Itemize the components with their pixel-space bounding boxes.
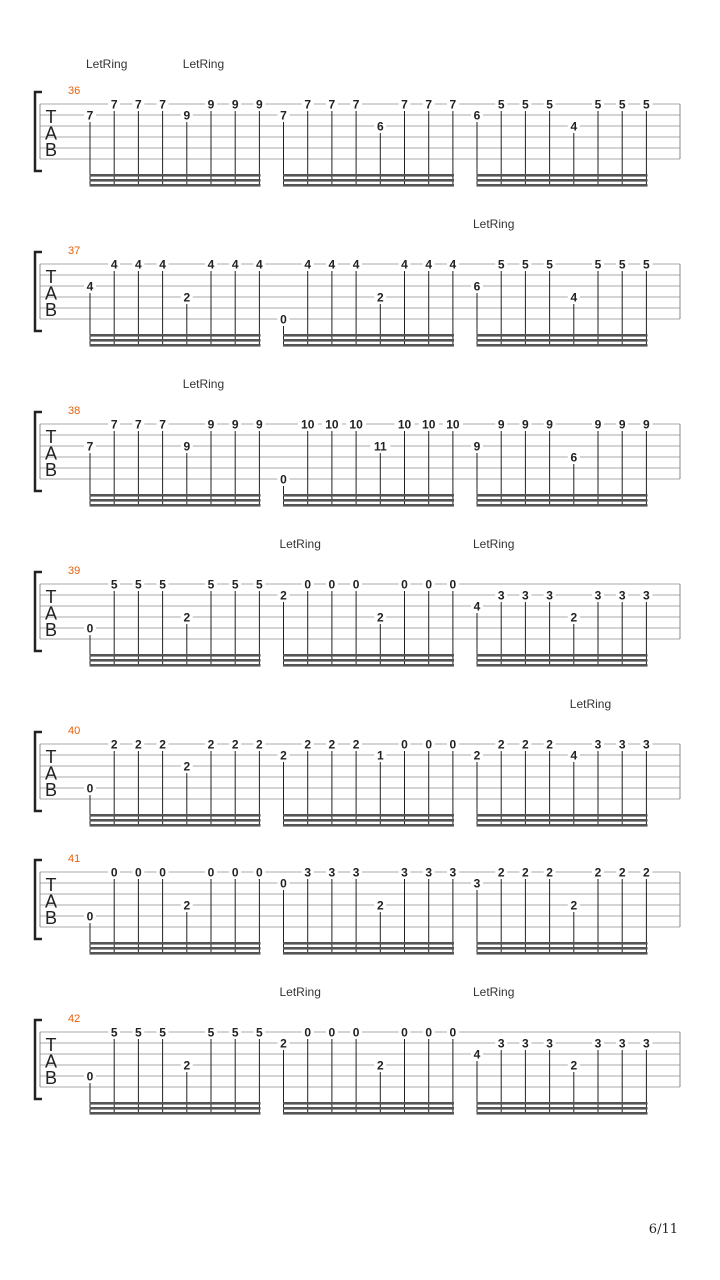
fret-number: 4 — [401, 257, 408, 272]
fret-number: 3 — [304, 865, 312, 880]
fret-number: 2 — [304, 737, 312, 752]
fret-number: 4 — [231, 257, 239, 272]
beam — [283, 494, 454, 497]
fret-number: 3 — [497, 1036, 505, 1051]
fret-number: 9 — [497, 417, 505, 432]
fret-number: 4 — [425, 257, 433, 272]
beam — [90, 654, 261, 657]
beam — [283, 664, 454, 667]
fret-number: 4 — [110, 257, 118, 272]
tab-clef-letter: T — [45, 1035, 57, 1055]
fret-number: 0 — [352, 1025, 360, 1040]
fret-number: 9 — [473, 439, 481, 454]
fret-number: 2 — [352, 737, 360, 752]
fret-number: 5 — [110, 1025, 118, 1040]
beam — [477, 174, 648, 177]
fret-number: 9 — [231, 97, 239, 112]
beam — [90, 659, 261, 662]
fret-number: 4 — [570, 119, 578, 134]
fret-number: 10 — [397, 417, 412, 432]
fret-number: 2 — [643, 865, 650, 880]
beam — [283, 344, 454, 347]
fret-number: 5 — [159, 577, 166, 592]
fret-number: 3 — [594, 737, 602, 752]
fret-number: 4 — [86, 279, 94, 294]
fret-number: 7 — [135, 97, 142, 112]
fret-number: 7 — [304, 97, 312, 112]
fret-number: 2 — [570, 898, 578, 913]
fret-number: 3 — [618, 737, 626, 752]
fret-number: 0 — [231, 865, 239, 880]
fret-number: 7 — [86, 108, 94, 123]
beam — [477, 1112, 648, 1115]
tab-clef-letter: A — [44, 1051, 58, 1072]
fret-number: 9 — [207, 417, 215, 432]
fret-number: 2 — [207, 737, 215, 752]
tab-clef-letter: A — [44, 603, 58, 624]
fret-number: 10 — [349, 417, 363, 432]
fret-number: 2 — [618, 865, 626, 880]
fret-number: 0 — [304, 577, 312, 592]
fret-number: 3 — [618, 1036, 626, 1051]
beam — [283, 334, 454, 337]
fret-number: 2 — [110, 737, 118, 752]
fret-number: 5 — [231, 1025, 239, 1040]
fret-number: 4 — [570, 748, 578, 763]
fret-number: 3 — [643, 1036, 650, 1051]
fret-number: 0 — [110, 865, 118, 880]
fret-number: 0 — [86, 781, 94, 796]
fret-number: 0 — [425, 1025, 433, 1040]
beam — [283, 504, 454, 507]
fret-number: 3 — [546, 588, 553, 603]
tab-clef-letter: A — [44, 891, 58, 912]
fret-number: 1 — [376, 748, 384, 763]
beam — [283, 654, 454, 657]
beam — [477, 1107, 648, 1110]
beam — [477, 824, 648, 827]
tab-clef-letter: B — [44, 300, 58, 320]
fret-number: 0 — [86, 1069, 94, 1084]
fret-number: 7 — [110, 417, 118, 432]
fret-number: 2 — [280, 588, 287, 603]
fret-number: 3 — [473, 876, 481, 891]
beam — [477, 952, 648, 955]
fret-number: 5 — [643, 257, 650, 272]
fret-number: 4 — [328, 257, 336, 272]
fret-number: 2 — [280, 1036, 287, 1051]
beam — [90, 179, 261, 182]
let-ring-label: LetRing — [473, 985, 515, 999]
tab-clef-letter: B — [44, 140, 58, 160]
fret-number: 0 — [280, 312, 287, 327]
fret-number: 2 — [376, 290, 384, 305]
fret-number: 0 — [280, 876, 287, 891]
fret-number: 9 — [256, 97, 263, 112]
fret-number: 10 — [301, 417, 315, 432]
fret-number: 3 — [522, 588, 529, 603]
fret-number: 3 — [449, 865, 457, 880]
fret-number: 2 — [376, 610, 384, 625]
beam — [283, 174, 454, 177]
let-ring-label: LetRing — [279, 985, 321, 999]
fret-number: 2 — [497, 737, 505, 752]
tab-clef-letter: A — [44, 763, 58, 784]
let-ring-label: LetRing — [86, 57, 128, 71]
fret-number: 5 — [643, 97, 650, 112]
fret-number: 2 — [159, 737, 166, 752]
beam — [90, 184, 261, 187]
fret-number: 3 — [522, 1036, 529, 1051]
fret-number: 9 — [183, 439, 191, 454]
beam — [283, 952, 454, 955]
fret-number: 2 — [546, 737, 553, 752]
fret-number: 4 — [352, 257, 360, 272]
beam — [283, 659, 454, 662]
fret-number: 3 — [328, 865, 336, 880]
tab-clef-letter: T — [45, 747, 57, 767]
let-ring-label: LetRing — [182, 57, 225, 71]
fret-number: 7 — [328, 97, 336, 112]
fret-number: 3 — [497, 588, 505, 603]
fret-number: 2 — [135, 737, 142, 752]
beam — [477, 184, 648, 187]
beam — [477, 504, 648, 507]
fret-number: 7 — [449, 97, 457, 112]
beam — [90, 814, 261, 817]
beam — [90, 819, 261, 822]
beam — [477, 344, 648, 347]
beam — [477, 654, 648, 657]
fret-number: 5 — [618, 97, 626, 112]
fret-number: 0 — [401, 577, 408, 592]
beam — [477, 334, 648, 337]
fret-number: 2 — [183, 898, 191, 913]
fret-number: 5 — [256, 577, 263, 592]
fret-number: 0 — [449, 577, 457, 592]
fret-number: 5 — [594, 257, 602, 272]
fret-number: 4 — [304, 257, 312, 272]
fret-number: 5 — [231, 577, 239, 592]
fret-number: 5 — [497, 97, 505, 112]
beam — [283, 1112, 454, 1115]
beam — [477, 819, 648, 822]
beam — [477, 947, 648, 950]
fret-number: 0 — [425, 577, 433, 592]
fret-number: 11 — [373, 439, 387, 454]
fret-number: 2 — [473, 748, 481, 763]
fret-number: 4 — [256, 257, 263, 272]
beam — [477, 1102, 648, 1105]
fret-number: 5 — [135, 577, 142, 592]
fret-number: 9 — [546, 417, 553, 432]
let-ring-label: LetRing — [473, 537, 515, 551]
fret-number: 0 — [280, 472, 287, 487]
tab-clef-letter: B — [44, 460, 58, 480]
beam — [90, 1107, 261, 1110]
beam — [90, 494, 261, 497]
beam — [283, 819, 454, 822]
fret-number: 7 — [110, 97, 118, 112]
let-ring-label: LetRing — [182, 377, 225, 391]
fret-number: 5 — [207, 1025, 215, 1040]
fret-number: 4 — [207, 257, 215, 272]
fret-number: 3 — [401, 865, 408, 880]
fret-number: 0 — [425, 737, 433, 752]
fret-number: 9 — [522, 417, 529, 432]
fret-number: 2 — [570, 610, 578, 625]
tab-clef-letter: B — [44, 780, 58, 800]
fret-number: 4 — [570, 290, 578, 305]
fret-number: 2 — [280, 748, 287, 763]
beam — [283, 942, 454, 945]
measure-number: 38 — [68, 405, 81, 417]
fret-number: 0 — [401, 737, 408, 752]
fret-number: 0 — [449, 737, 457, 752]
fret-number: 10 — [446, 417, 460, 432]
beam — [283, 947, 454, 950]
beam — [283, 1107, 454, 1110]
fret-number: 3 — [546, 1036, 553, 1051]
measure-number: 36 — [68, 85, 81, 97]
fret-number: 0 — [401, 1025, 408, 1040]
measure-number: 42 — [68, 1013, 81, 1025]
beam — [477, 942, 648, 945]
tab-clef-letter: T — [45, 587, 57, 607]
let-ring-label: LetRing — [569, 697, 612, 711]
let-ring-label: LetRing — [279, 537, 321, 551]
beam — [477, 814, 648, 817]
fret-number: 9 — [594, 417, 602, 432]
tab-clef-letter: B — [44, 908, 58, 928]
beam — [90, 952, 261, 955]
fret-number: 7 — [280, 108, 287, 123]
tab-clef-letter: A — [44, 283, 58, 304]
fret-number: 7 — [159, 97, 166, 112]
fret-number: 0 — [86, 909, 94, 924]
fret-number: 5 — [594, 97, 602, 112]
fret-number: 2 — [522, 865, 529, 880]
fret-number: 2 — [497, 865, 505, 880]
beam — [283, 179, 454, 182]
beam — [90, 824, 261, 827]
fret-number: 7 — [352, 97, 360, 112]
fret-number: 6 — [376, 119, 384, 134]
beam — [477, 499, 648, 502]
beam — [90, 174, 261, 177]
beam — [90, 339, 261, 342]
fret-number: 2 — [546, 865, 553, 880]
fret-number: 4 — [473, 599, 481, 614]
fret-number: 7 — [135, 417, 142, 432]
beam — [90, 942, 261, 945]
beam — [477, 179, 648, 182]
fret-number: 5 — [497, 257, 505, 272]
fret-number: 9 — [643, 417, 650, 432]
tab-clef-letter: T — [45, 107, 57, 127]
beam — [90, 499, 261, 502]
fret-number: 0 — [328, 1025, 336, 1040]
fret-number: 0 — [86, 621, 94, 636]
fret-number: 2 — [594, 865, 602, 880]
fret-number: 2 — [183, 610, 191, 625]
fret-number: 9 — [256, 417, 263, 432]
fret-number: 0 — [328, 577, 336, 592]
beam — [477, 339, 648, 342]
fret-number: 3 — [425, 865, 433, 880]
fret-number: 7 — [86, 439, 94, 454]
fret-number: 7 — [401, 97, 408, 112]
fret-number: 2 — [183, 290, 191, 305]
fret-number: 5 — [207, 577, 215, 592]
fret-number: 6 — [473, 279, 481, 294]
fret-number: 2 — [256, 737, 263, 752]
fret-number: 2 — [183, 1058, 191, 1073]
measure-number: 37 — [68, 245, 81, 257]
fret-number: 4 — [135, 257, 142, 272]
measure-number: 40 — [68, 725, 81, 737]
beam — [90, 1102, 261, 1105]
fret-number: 0 — [207, 865, 215, 880]
fret-number: 5 — [522, 257, 529, 272]
fret-number: 0 — [449, 1025, 457, 1040]
fret-number: 0 — [256, 865, 263, 880]
tab-clef-letter: B — [44, 620, 58, 640]
fret-number: 5 — [618, 257, 626, 272]
fret-number: 7 — [425, 97, 433, 112]
beam — [90, 334, 261, 337]
fret-number: 6 — [473, 108, 481, 123]
fret-number: 5 — [135, 1025, 142, 1040]
fret-number: 2 — [376, 898, 384, 913]
measure-number: 41 — [68, 853, 81, 865]
fret-number: 7 — [159, 417, 166, 432]
fret-number: 10 — [422, 417, 436, 432]
fret-number: 5 — [522, 97, 529, 112]
fret-number: 9 — [231, 417, 239, 432]
fret-number: 5 — [546, 97, 553, 112]
fret-number: 3 — [643, 737, 650, 752]
beam — [283, 824, 454, 827]
fret-number: 4 — [449, 257, 457, 272]
fret-number: 2 — [231, 737, 239, 752]
beam — [283, 184, 454, 187]
fret-number: 3 — [352, 865, 360, 880]
beam — [90, 344, 261, 347]
fret-number: 4 — [159, 257, 166, 272]
fret-number: 5 — [159, 1025, 166, 1040]
fret-number: 3 — [594, 1036, 602, 1051]
fret-number: 2 — [328, 737, 336, 752]
let-ring-label: LetRing — [473, 217, 515, 231]
beam — [90, 664, 261, 667]
tab-clef-letter: T — [45, 267, 57, 287]
beam — [477, 494, 648, 497]
fret-number: 3 — [643, 588, 650, 603]
beam — [477, 664, 648, 667]
beam — [90, 504, 261, 507]
beam — [283, 814, 454, 817]
fret-number: 2 — [376, 1058, 384, 1073]
tab-clef-letter: A — [44, 123, 58, 144]
tab-clef-letter: T — [45, 875, 57, 895]
fret-number: 9 — [207, 97, 215, 112]
fret-number: 0 — [304, 1025, 312, 1040]
fret-number: 5 — [110, 577, 118, 592]
beam — [283, 1102, 454, 1105]
measure-number: 39 — [68, 565, 81, 577]
beam — [90, 1112, 261, 1115]
fret-number: 5 — [256, 1025, 263, 1040]
fret-number: 2 — [522, 737, 529, 752]
tab-clef-letter: B — [44, 1068, 58, 1088]
page-number: 6/11 — [648, 1222, 678, 1237]
beam — [90, 947, 261, 950]
fret-number: 2 — [183, 759, 191, 774]
tab-clef-letter: A — [44, 443, 58, 464]
fret-number: 0 — [135, 865, 142, 880]
fret-number: 3 — [594, 588, 602, 603]
beam — [477, 659, 648, 662]
fret-number: 9 — [618, 417, 626, 432]
fret-number: 3 — [618, 588, 626, 603]
fret-number: 4 — [473, 1047, 481, 1062]
beam — [283, 339, 454, 342]
tab-clef-letter: T — [45, 427, 57, 447]
fret-number: 10 — [325, 417, 339, 432]
fret-number: 6 — [570, 450, 578, 465]
fret-number: 2 — [570, 1058, 578, 1073]
fret-number: 9 — [183, 108, 191, 123]
fret-number: 0 — [159, 865, 166, 880]
fret-number: 0 — [352, 577, 360, 592]
beam — [283, 499, 454, 502]
fret-number: 5 — [546, 257, 553, 272]
